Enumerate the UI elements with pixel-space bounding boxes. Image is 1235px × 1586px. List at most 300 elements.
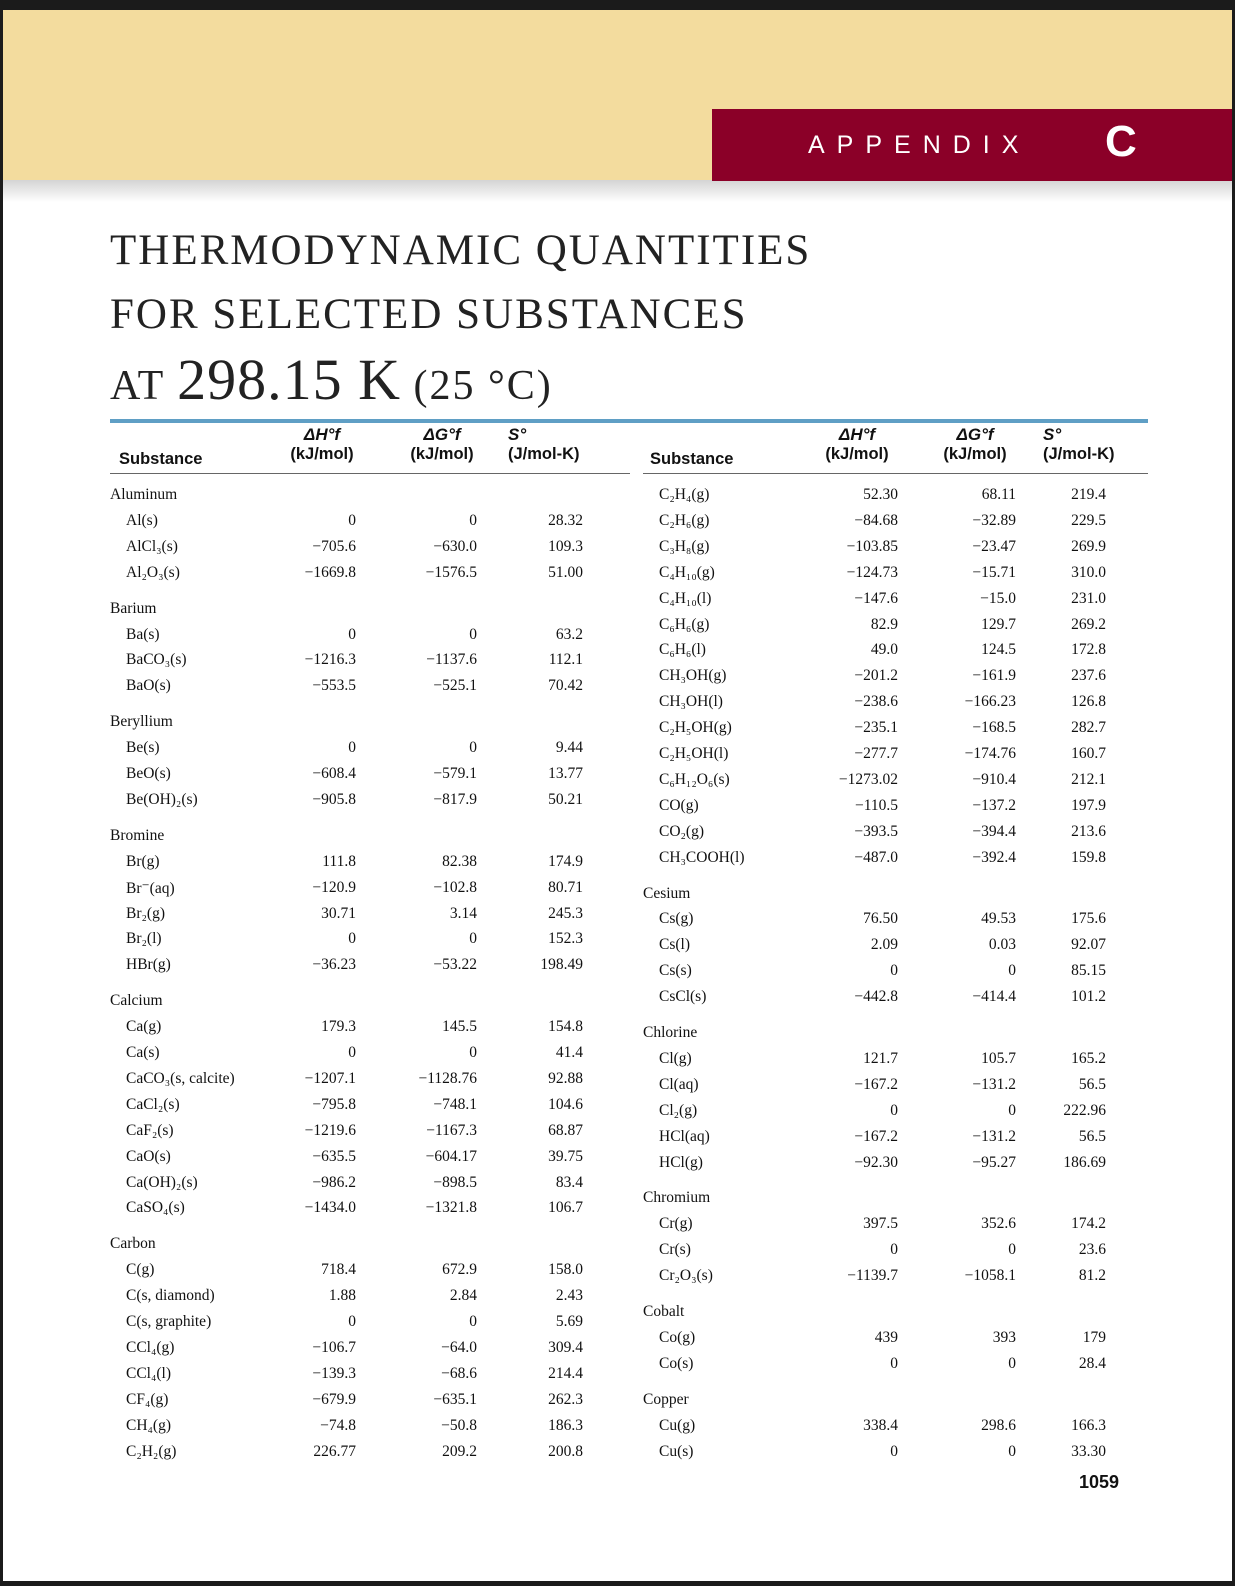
table-group-row [110,600,630,622]
substance-name: C₂H₅OH(g) [659,719,732,737]
substance-name: C₆H₆(g) [659,615,710,633]
table-row [643,745,1148,767]
entropy-value: 269.9 [1071,537,1106,555]
table-row [110,512,630,534]
table-row [110,905,630,927]
entropy-value: 83.4 [555,1173,583,1191]
gibbs-value: 2.84 [449,1287,477,1305]
table-row [110,1199,630,1221]
table-row [643,1215,1148,1237]
table-row [643,1050,1148,1072]
entropy-value: 165.2 [1071,1049,1106,1067]
entropy-value: 85.15 [1071,962,1106,980]
header-gibbs-symbol: ΔG°f [423,425,461,444]
enthalpy-value: −635.5 [312,1147,356,1165]
entropy-value: 70.42 [548,677,583,695]
enthalpy-value: 0 [890,1354,898,1372]
table-row [643,1076,1148,1098]
substance-name: Cr(s) [659,1241,691,1259]
group-name: Barium [110,599,157,617]
substance-name: Cs(l) [659,936,690,954]
enthalpy-value: −905.8 [312,790,356,808]
header-enthalpy-unit: (kJ/mol) [290,445,354,463]
enthalpy-value: 0 [348,930,356,948]
entropy-value: 92.07 [1071,936,1106,954]
document-page [3,10,1232,1581]
title-line-2: FOR SELECTED SUBSTANCES [110,291,748,338]
title-line-3 [110,346,553,413]
gibbs-value: −394.4 [972,822,1016,840]
enthalpy-value: 49.0 [870,641,898,659]
enthalpy-value: 0 [348,511,356,529]
substance-name: Cu(g) [659,1416,696,1434]
gibbs-value: 0 [469,739,477,757]
table-row [110,765,630,787]
substance-name: C₃H₈(g) [659,537,710,555]
table-row [643,1443,1148,1465]
table-top-rule [110,419,1148,423]
substance-name: Cs(s) [659,962,692,980]
substance-name: Al(s) [126,511,158,529]
gibbs-value: 352.6 [981,1215,1016,1233]
table-row [643,616,1148,638]
page-number: 1059 [1079,1472,1120,1492]
enthalpy-value: 30.71 [321,904,356,922]
gibbs-value: 3.14 [449,904,477,922]
entropy-value: 5.69 [555,1313,583,1330]
table-header-left [110,425,630,475]
table-group-row [643,1024,1148,1046]
enthalpy-value: −167.2 [854,1127,898,1145]
entropy-value: 23.6 [1078,1241,1106,1259]
enthalpy-value: 76.50 [863,910,898,928]
banner-shadow [3,180,1232,202]
substance-name: C₆H₆(l) [659,641,706,659]
enthalpy-value: 0 [348,625,356,643]
entropy-value: 92.88 [548,1069,583,1087]
entropy-value: 126.8 [1071,693,1106,711]
entropy-value: 174.9 [548,852,583,870]
gibbs-value: 0 [1008,1354,1016,1372]
gibbs-value: 68.11 [981,486,1016,503]
gibbs-value: 0 [469,511,477,529]
table-row [110,956,630,978]
gibbs-value: 49.53 [981,910,1016,928]
enthalpy-value: −103.85 [846,537,898,555]
entropy-value: 158.0 [548,1261,583,1279]
entropy-value: 152.3 [548,930,583,948]
group-name: Copper [643,1390,689,1408]
table-row [643,1417,1148,1439]
gibbs-value: 298.6 [981,1416,1016,1434]
gibbs-value: −168.5 [972,719,1016,737]
table-row [643,988,1148,1010]
table-row [110,677,630,699]
table-group-row [110,992,630,1014]
enthalpy-value: −201.2 [854,667,898,685]
substance-name: Br₂(g) [126,904,165,922]
table-row [110,1044,630,1066]
header-gibbs-unit: (kJ/mol) [410,445,474,463]
substance-name: Br(g) [126,852,160,870]
table-row [110,1096,630,1118]
gibbs-value: −131.2 [972,1075,1016,1093]
gibbs-value: −161.9 [972,667,1016,685]
substance-name: Co(s) [659,1354,694,1372]
table-row [643,693,1148,715]
enthalpy-value: 179.3 [321,1018,356,1036]
enthalpy-value: −442.8 [854,988,898,1006]
header-substance: Substance [650,450,734,468]
table-row [643,564,1148,586]
substance-name: Cu(s) [659,1442,694,1460]
substance-name: C₂H₅OH(l) [659,745,729,762]
entropy-value: 269.2 [1071,615,1106,633]
entropy-value: 68.87 [548,1121,583,1139]
entropy-value: 245.3 [548,904,583,922]
enthalpy-value: 718.4 [321,1261,356,1279]
table-row [643,962,1148,984]
gibbs-value: −131.2 [972,1127,1016,1145]
enthalpy-value: 226.77 [313,1442,356,1460]
entropy-value: 213.6 [1071,822,1106,840]
gibbs-value: −604.17 [425,1147,477,1165]
substance-name: CsCl(s) [659,988,707,1006]
table-row [643,1241,1148,1263]
title-temperature: 298.15 K [177,347,401,412]
entropy-value: 56.5 [1078,1127,1106,1145]
gibbs-value: −32.89 [972,511,1016,529]
table-row [643,590,1148,612]
substance-name: C₄H₁₀(l) [659,589,712,607]
substance-name: Cr₂O₃(s) [659,1267,713,1285]
gibbs-value: −68.6 [441,1364,477,1382]
entropy-value: 159.8 [1071,848,1106,866]
substance-name: AlCl₃(s) [126,537,178,555]
entropy-value: 200.8 [548,1442,583,1460]
enthalpy-value: 111.8 [322,852,356,870]
group-name: Beryllium [110,713,173,731]
table-header-right [643,425,1163,475]
enthalpy-value: −608.4 [312,765,356,782]
table-row [643,1329,1148,1351]
enthalpy-value: 439 [874,1328,898,1346]
header-enthalpy [807,425,907,464]
substance-name: Ca(g) [126,1018,162,1036]
header-rule-left [110,473,630,474]
table-group-row [110,713,630,735]
table-group-row [643,1189,1148,1211]
table-row [643,538,1148,560]
substance-name: BaCO₃(s) [126,651,187,669]
substance-name: C₂H₂(g) [126,1442,177,1460]
table-row [110,564,630,586]
enthalpy-value: −487.0 [854,848,898,866]
group-name: Cesium [643,884,691,902]
table-row [643,910,1148,932]
entropy-value: 179 [1082,1328,1106,1346]
entropy-value: 41.4 [555,1044,583,1061]
substance-name: BaO(s) [126,677,171,695]
substance-name: BeO(s) [126,765,171,782]
group-name: Cobalt [643,1303,685,1320]
substance-name: CCl₄(g) [126,1338,175,1356]
group-name: Calcium [110,992,163,1010]
gibbs-value: −50.8 [441,1416,477,1434]
substance-name: C₄H₁₀(g) [659,563,715,581]
entropy-value: 197.9 [1071,796,1106,814]
table-row [110,1070,630,1092]
entropy-value: 219.4 [1071,486,1106,503]
table-row [643,486,1148,508]
enthalpy-value: −1219.6 [304,1121,356,1139]
enthalpy-value: −705.6 [312,537,356,555]
table-row [643,1128,1148,1150]
appendix-letter: C [1105,117,1137,166]
entropy-value: 39.75 [548,1147,583,1165]
substance-name: CO(g) [659,796,699,814]
table-row [110,626,630,648]
table-row [110,739,630,761]
enthalpy-value: 1.88 [328,1287,356,1305]
table-row [110,930,630,952]
gibbs-value: −1128.76 [418,1069,477,1087]
group-name: Aluminum [110,486,178,503]
enthalpy-value: −1216.3 [304,651,356,669]
gibbs-value: 209.2 [442,1442,477,1460]
gibbs-value: 0 [469,1044,477,1061]
substance-name: CH₃OH(g) [659,667,727,685]
enthalpy-value: −393.5 [854,822,898,840]
enthalpy-value: −795.8 [312,1095,356,1113]
entropy-value: 101.2 [1071,988,1106,1006]
substance-name: Ba(s) [126,625,160,643]
entropy-value: 186.69 [1063,1153,1106,1171]
entropy-value: 63.2 [555,625,583,643]
table-group-row [110,486,630,508]
entropy-value: 50.21 [548,790,583,808]
enthalpy-value: 0 [890,1241,898,1259]
enthalpy-value: 121.7 [863,1049,898,1067]
gibbs-value: −1137.6 [426,651,477,669]
substance-name: Cl(aq) [659,1075,699,1093]
substance-name: Ca(OH)₂(s) [126,1173,198,1191]
entropy-value: 282.7 [1071,719,1106,737]
entropy-value: 81.2 [1078,1267,1106,1285]
table-row [643,936,1148,958]
table-row [110,791,630,813]
substance-name: Al₂O₃(s) [126,563,180,581]
gibbs-value: −414.4 [972,988,1016,1006]
header-substance: Substance [119,450,203,468]
header-enthalpy-symbol: ΔH°f [303,425,341,444]
enthalpy-value: 52.30 [863,486,898,503]
gibbs-value: −102.8 [433,878,477,896]
table-row [110,1287,630,1309]
entropy-value: 104.6 [548,1095,583,1113]
substance-name: Cl₂(g) [659,1101,698,1119]
gibbs-value: 129.7 [981,615,1016,633]
entropy-value: 309.4 [548,1338,583,1356]
entropy-value: 51.00 [548,563,583,581]
entropy-value: 222.96 [1063,1101,1106,1119]
substance-name: CaCl₂(s) [126,1095,180,1113]
substance-name: CaSO₄(s) [126,1199,185,1217]
table-row [643,641,1148,663]
substance-name: C₆H₁₂O₆(s) [659,770,730,788]
enthalpy-value: −84.68 [854,511,898,529]
gibbs-value: −817.9 [433,790,477,808]
entropy-value: 262.3 [548,1390,583,1408]
entropy-value: 237.6 [1071,667,1106,685]
gibbs-value: 0 [1008,1442,1016,1460]
enthalpy-value: −1434.0 [304,1199,356,1217]
enthalpy-value: −74.8 [320,1416,356,1434]
entropy-value: 154.8 [548,1018,583,1036]
title-line-1: THERMODYNAMIC QUANTITIES [110,227,812,274]
gibbs-value: −15.71 [972,563,1016,581]
table-row [643,1355,1148,1377]
gibbs-value: −910.4 [972,770,1016,788]
substance-name: Br₂(l) [126,930,162,948]
header-entropy-symbol: S° [508,425,527,444]
entropy-value: 229.5 [1071,511,1106,529]
substance-name: Co(g) [659,1328,696,1346]
table-row [643,849,1148,871]
table-row [110,538,630,560]
entropy-value: 28.4 [1078,1354,1106,1372]
gibbs-value: −525.1 [433,677,477,695]
substance-name: C(g) [126,1261,155,1279]
substance-name: HCl(aq) [659,1127,710,1145]
table-row [110,1261,630,1283]
gibbs-value: 0 [469,930,477,948]
table-row [110,1148,630,1170]
gibbs-value: −1576.5 [425,563,477,581]
table-row [110,1018,630,1040]
enthalpy-value: −147.6 [854,589,898,607]
gibbs-value: 0 [469,1313,477,1330]
enthalpy-value: 0 [348,739,356,757]
gibbs-value: −1058.1 [964,1267,1016,1285]
table-group-row [643,1303,1148,1325]
entropy-value: 2.43 [555,1287,583,1305]
substance-name: CH₄(g) [126,1416,172,1434]
table-row [643,719,1148,741]
gibbs-value: −174.76 [964,745,1016,762]
entropy-value: 33.30 [1071,1442,1106,1460]
header-entropy-symbol: S° [1043,425,1062,444]
header-gibbs [925,425,1025,464]
table-column-right [643,486,1148,1476]
entropy-value: 166.3 [1071,1416,1106,1434]
substance-name: Be(OH)₂(s) [126,790,198,808]
substance-name: Be(s) [126,739,160,757]
header-gibbs-symbol: ΔG°f [956,425,994,444]
enthalpy-value: −110.5 [854,796,898,814]
substance-name: Br⁻(aq) [126,879,175,897]
enthalpy-value: −986.2 [312,1173,356,1191]
header-gibbs-unit: (kJ/mol) [943,445,1007,463]
substance-name: Cr(g) [659,1215,693,1233]
substance-name: C(s, graphite) [126,1313,212,1330]
enthalpy-value: 0 [890,1442,898,1460]
table-row [110,1174,630,1196]
table-group-row [643,885,1148,907]
gibbs-value: 672.9 [442,1261,477,1279]
gibbs-value: 82.38 [442,852,477,870]
substance-name: Cl(g) [659,1049,692,1067]
substance-name: CO₂(g) [659,822,705,840]
entropy-value: 28.32 [548,511,583,529]
gibbs-value: −1321.8 [425,1199,477,1217]
table-group-row [110,1235,630,1257]
gibbs-value: −23.47 [972,537,1016,555]
table-row [643,1267,1148,1289]
table-row [110,1443,630,1465]
group-name: Bromine [110,826,165,844]
enthalpy-value: 0 [890,1101,898,1119]
entropy-value: 214.4 [548,1364,583,1382]
table-row [110,1122,630,1144]
gibbs-value: −898.5 [433,1173,477,1191]
substance-name: CaO(s) [126,1147,171,1165]
substance-name: Ca(s) [126,1044,160,1061]
table-row [110,853,630,875]
gibbs-value: −64.0 [441,1338,477,1356]
entropy-value: 56.5 [1078,1075,1106,1093]
entropy-value: 80.71 [548,878,583,896]
header-entropy [508,425,608,464]
table-row [643,823,1148,845]
entropy-value: 106.7 [548,1199,583,1217]
substance-name: C(s, diamond) [126,1287,215,1305]
table-row [110,1365,630,1387]
enthalpy-value: −92.30 [854,1153,898,1171]
table-row [643,1154,1148,1176]
enthalpy-value: −277.7 [854,745,898,762]
entropy-value: 174.2 [1071,1215,1106,1233]
header-entropy [1043,425,1143,464]
entropy-value: 112.1 [548,651,583,669]
table-row [643,1102,1148,1124]
title-celsius: (25 °C) [413,363,553,409]
header-enthalpy [272,425,372,464]
enthalpy-value: 0 [890,962,898,980]
header-entropy-unit: (J/mol-K) [508,445,580,463]
enthalpy-value: −679.9 [312,1390,356,1408]
substance-name: Cs(g) [659,910,694,928]
gibbs-value: −748.1 [433,1095,477,1113]
table-row [110,1391,630,1413]
table-row [110,879,630,901]
enthalpy-value: −235.1 [854,719,898,737]
gibbs-value: −635.1 [433,1390,477,1408]
enthalpy-value: −553.5 [312,677,356,695]
entropy-value: 109.3 [548,537,583,555]
enthalpy-value: 2.09 [870,936,898,954]
enthalpy-value: −238.6 [854,693,898,711]
gibbs-value: −137.2 [972,796,1016,814]
header-gibbs [392,425,492,464]
enthalpy-value: −106.7 [312,1338,356,1356]
entropy-value: 212.1 [1071,770,1106,788]
enthalpy-value: 338.4 [863,1416,898,1434]
entropy-value: 175.6 [1071,910,1106,928]
entropy-value: 231.0 [1071,589,1106,607]
gibbs-value: −630.0 [433,537,477,555]
group-name: Carbon [110,1235,156,1253]
